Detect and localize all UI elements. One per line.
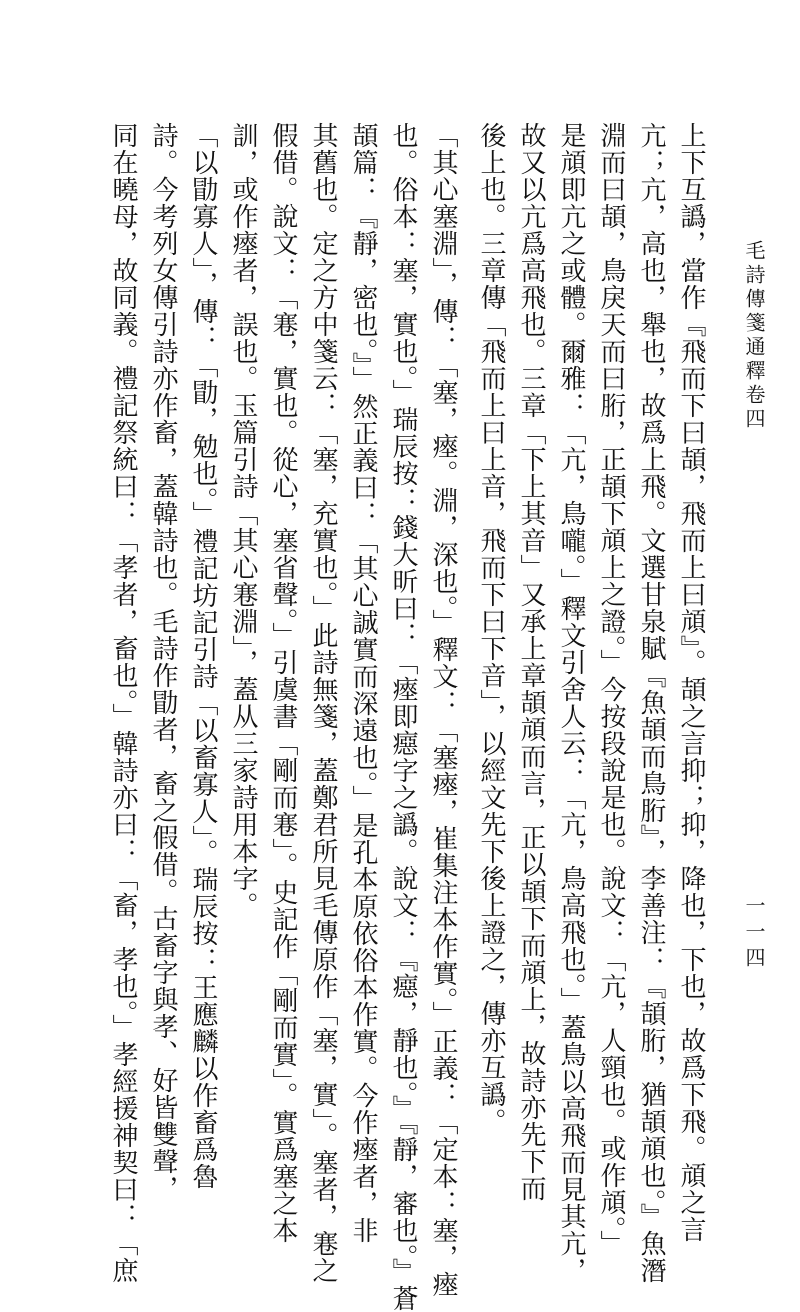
- text-column: 後上也。三章傳「飛而上曰上音，飛而下曰下音」，以經文先下後上證之，傳亦互譌。: [476, 122, 506, 1135]
- text-column: 上下互譌，當作『飛而下曰頡，飛而上曰頏』。頡之言抑；抑，降也，下也，故爲下飛。頏之言: [676, 122, 706, 1243]
- text-column: 是頏即亢之或體。爾雅：「亢，鳥嚨。」釋文引舍人云：「亢，鳥高飛也。」蓋鳥以高飛而見其亢，: [556, 122, 586, 1284]
- text-column: 詩。今考列女傳引詩亦作畜，蓋韓詩也。毛詩作勖者，畜之假借。古畜字與孝、好皆雙聲，: [148, 122, 178, 1202]
- text-column: 亢；亢，高也，舉也，故爲上飛。文選甘泉賦『魚頡而鳥胻』，李善注：『頡胻，猶頡頏也。』魚潛: [636, 122, 666, 1284]
- text-column: 也。俗本：塞，實也。」瑞辰按：錢大昕曰：「瘞即癋字之譌。說文：『癋，靜也。』『靜，審也。』蒼: [388, 122, 418, 1312]
- text-column: 淵而曰頡，鳥戾天而曰胻，正頡下頏上之證。」今按段說是也。說文：「亢，人頸也。或作頏。」: [596, 122, 626, 1257]
- text-column: 故又以亢爲高飛也。三章「下上其音」又承上章頡頏而言，正以頡下而頏上，故詩亦先下而: [516, 122, 546, 1202]
- text-column: 頡篇：『靜，密也。』」然正義曰：「其心誠實而深遠也。」是孔本原依俗本作實。今作瘞者，非: [348, 122, 378, 1244]
- text-column: 其舊也。定之方中箋云：「塞，充實也。」此詩無箋，蓋鄭君所見毛傳原作「塞，實」。塞者，寋之: [308, 122, 338, 1284]
- page-number: 一一四: [742, 895, 766, 973]
- text-column: 假借。說文：「寋，實也。從心，塞省聲。」引虞書「剛而寋」。史記作「剛而實」。實爲塞之本: [268, 122, 298, 1244]
- text-column: 同在曉母，故同義。禮記祭統曰：「孝者，畜也。」韓詩亦曰：「畜，孝也。」孝經援神契曰：「庶: [108, 122, 138, 1284]
- text-column: 「其心塞淵」，傳：「塞，瘞。淵，深也。」釋文：「塞瘞，崔集注本作實。」正義：「定本：塞，瘞: [428, 122, 458, 1298]
- text-column: 「以勖寡人」，傳：「勖，勉也。」禮記坊記引詩「以畜寡人」。瑞辰按：王應麟以作畜爲魯: [188, 122, 218, 1190]
- running-head: 毛詩傳箋通釋卷四: [742, 240, 766, 432]
- text-column: 訓，或作瘞者，誤也。玉篇引詩「其心寋淵」，蓋从三家詩用本字。: [228, 122, 258, 919]
